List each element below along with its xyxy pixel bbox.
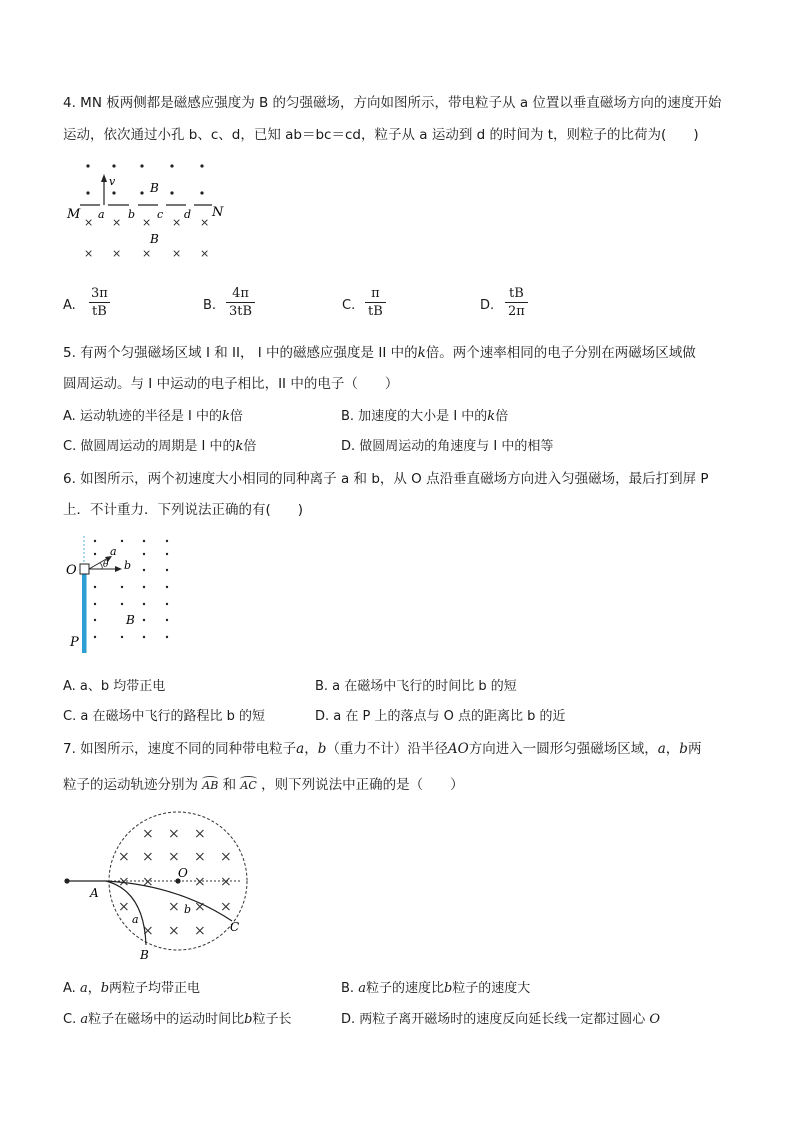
q7-stem-line1: 7. 如图所示，速度不同的同种带电粒子a，b（重力不计）沿半径AO方向进入一圆形匀强磁场区域，a，b两 [63,741,702,757]
q6-label-b: b [124,559,132,572]
q4-label-d: d [184,208,192,221]
svg-text:×: × [142,247,152,260]
q4-label-m: M [67,207,81,222]
q7-label-B: B [140,948,149,962]
q6-option-d[interactable]: D. a 在 P 上的落点与 O 点的距离比 b 的近 [315,709,566,724]
svg-text:×: × [142,923,154,939]
q4-option-c-num: π [371,286,380,301]
q4-stem-line2: 运动，依次通过小孔 b、c、d，已知 ab＝bc＝cd，粒子从 a 运动到 d 的时间为 t，则粒子的比荷为( ) [63,127,699,143]
q5-stem-line1: 5. 有两个匀强磁场区域 I 和 II， I 中的磁感应强度是 II 中的k倍。两个速率相同的电子分别在两磁场区域做 [63,345,696,361]
svg-text:×: × [220,874,232,890]
q4-option-b-num: 4π [232,286,249,301]
q4-option-d-den: 2π [505,302,528,319]
svg-text:×: × [172,216,182,229]
q5-stem-line2: 圆周运动。与 I 中运动的电子相比，II 中的电子（ ） [63,376,399,392]
q5-option-c[interactable]: C. 做圆周运动的周期是 I 中的k倍 [63,439,257,454]
q7-label-b: b [184,903,192,916]
q4-option-d-num: tB [509,286,524,301]
q4-label-n: N [212,205,224,220]
q4-label-b-bottom: B [150,232,159,246]
q4-option-a-label: A. [63,298,76,313]
q7-label-A: A [90,886,99,900]
svg-text:×: × [142,849,154,865]
q4-label-v: v [109,175,116,188]
q4-option-c-den: tB [365,302,386,319]
svg-text:×: × [168,899,180,915]
svg-text:×: × [168,849,180,865]
q4-option-d-label: D. [480,298,495,313]
svg-text:×: × [118,849,130,865]
q6-stem-line1: 6. 如图所示，两个初速度大小相同的同种离子 a 和 b，从 O 点沿垂直磁场方向进入匀强磁场，最后打到屏 P [63,471,709,487]
q7-option-c[interactable]: C. a粒子在磁场中的运动时间比b粒子长 [63,1012,292,1027]
q4-option-c[interactable] [365,286,386,319]
q4-option-b-den: 3tB [226,302,255,319]
q7-option-d[interactable]: D. 两粒子离开磁场时的速度反向延长线一定都过圆心 O [341,1012,661,1027]
q4-option-b[interactable] [226,286,255,319]
q6-stem-line2: 上．不计重力．下列说法正确的有( ) [63,502,304,518]
q7-option-a[interactable]: A. a，b两粒子均带正电 [63,981,201,996]
svg-text:×: × [194,923,206,939]
q6-label-B: B [126,613,135,627]
q5-option-b[interactable]: B. 加速度的大小是 I 中的k倍 [341,409,509,424]
svg-text:×: × [200,216,210,229]
q4-label-b-top: B [150,181,159,195]
svg-text:×: × [194,899,206,915]
svg-text:×: × [194,826,206,842]
svg-text:×: × [84,216,94,229]
q4-option-b-label: B. [203,298,217,313]
q6-option-c[interactable]: C. a 在磁场中飞行的路程比 b 的短 [63,709,265,724]
q4-option-c-label: C. [342,298,356,313]
svg-text:×: × [200,247,210,260]
q4-label-a: a [98,208,105,221]
q4-option-a[interactable] [88,286,111,319]
q6-option-a[interactable]: A. a、b 均带正电 [63,679,166,694]
q6-figure [62,532,182,656]
svg-text:×: × [168,826,180,842]
q7-label-C: C [230,920,240,934]
svg-text:×: × [220,849,232,865]
q7-label-a: a [132,913,139,926]
q4-figure [62,155,232,265]
svg-text:×: × [118,874,130,890]
q4-label-b: b [128,208,136,221]
svg-text:×: × [172,247,182,260]
svg-text:×: × [194,849,206,865]
q7-figure [58,805,258,965]
q7-stem-line2: 粒子的运动轨迹分别为 AB 和 AC ，则下列说法中正确的是（ ） [63,777,464,793]
svg-text:×: × [112,216,122,229]
svg-text:×: × [84,247,94,260]
q6-option-b[interactable]: B. a 在磁场中飞行的时间比 b 的短 [315,679,517,694]
q5-option-d[interactable]: D. 做圆周运动的角速度与 I 中的相等 [341,439,554,454]
q4-stem-line1: 4. MN 板两侧都是磁感应强度为 B 的匀强磁场，方向如图所示，带电粒子从 a 位置以垂直磁场方向的速度开始 [63,95,722,111]
svg-text:×: × [142,874,154,890]
q6-label-o: O [66,563,77,578]
q4-label-c: c [157,208,164,221]
svg-text:×: × [118,899,130,915]
svg-text:×: × [168,923,180,939]
q6-label-a: a [110,545,117,558]
q7-label-O: O [178,866,188,880]
q6-label-theta: θ [103,560,109,570]
q4-option-a-den: tB [89,302,110,319]
q5-option-a[interactable]: A. 运动轨迹的半径是 I 中的k倍 [63,409,243,424]
q4-option-d[interactable] [505,286,528,319]
q4-option-a-num: 3π [91,286,108,301]
svg-text:×: × [112,247,122,260]
svg-text:×: × [142,826,154,842]
svg-text:×: × [220,899,232,915]
svg-text:×: × [194,874,206,890]
q7-option-b[interactable]: B. a粒子的速度比b粒子的速度大 [341,981,531,996]
q6-label-p: P [70,635,79,650]
svg-text:×: × [142,216,152,229]
